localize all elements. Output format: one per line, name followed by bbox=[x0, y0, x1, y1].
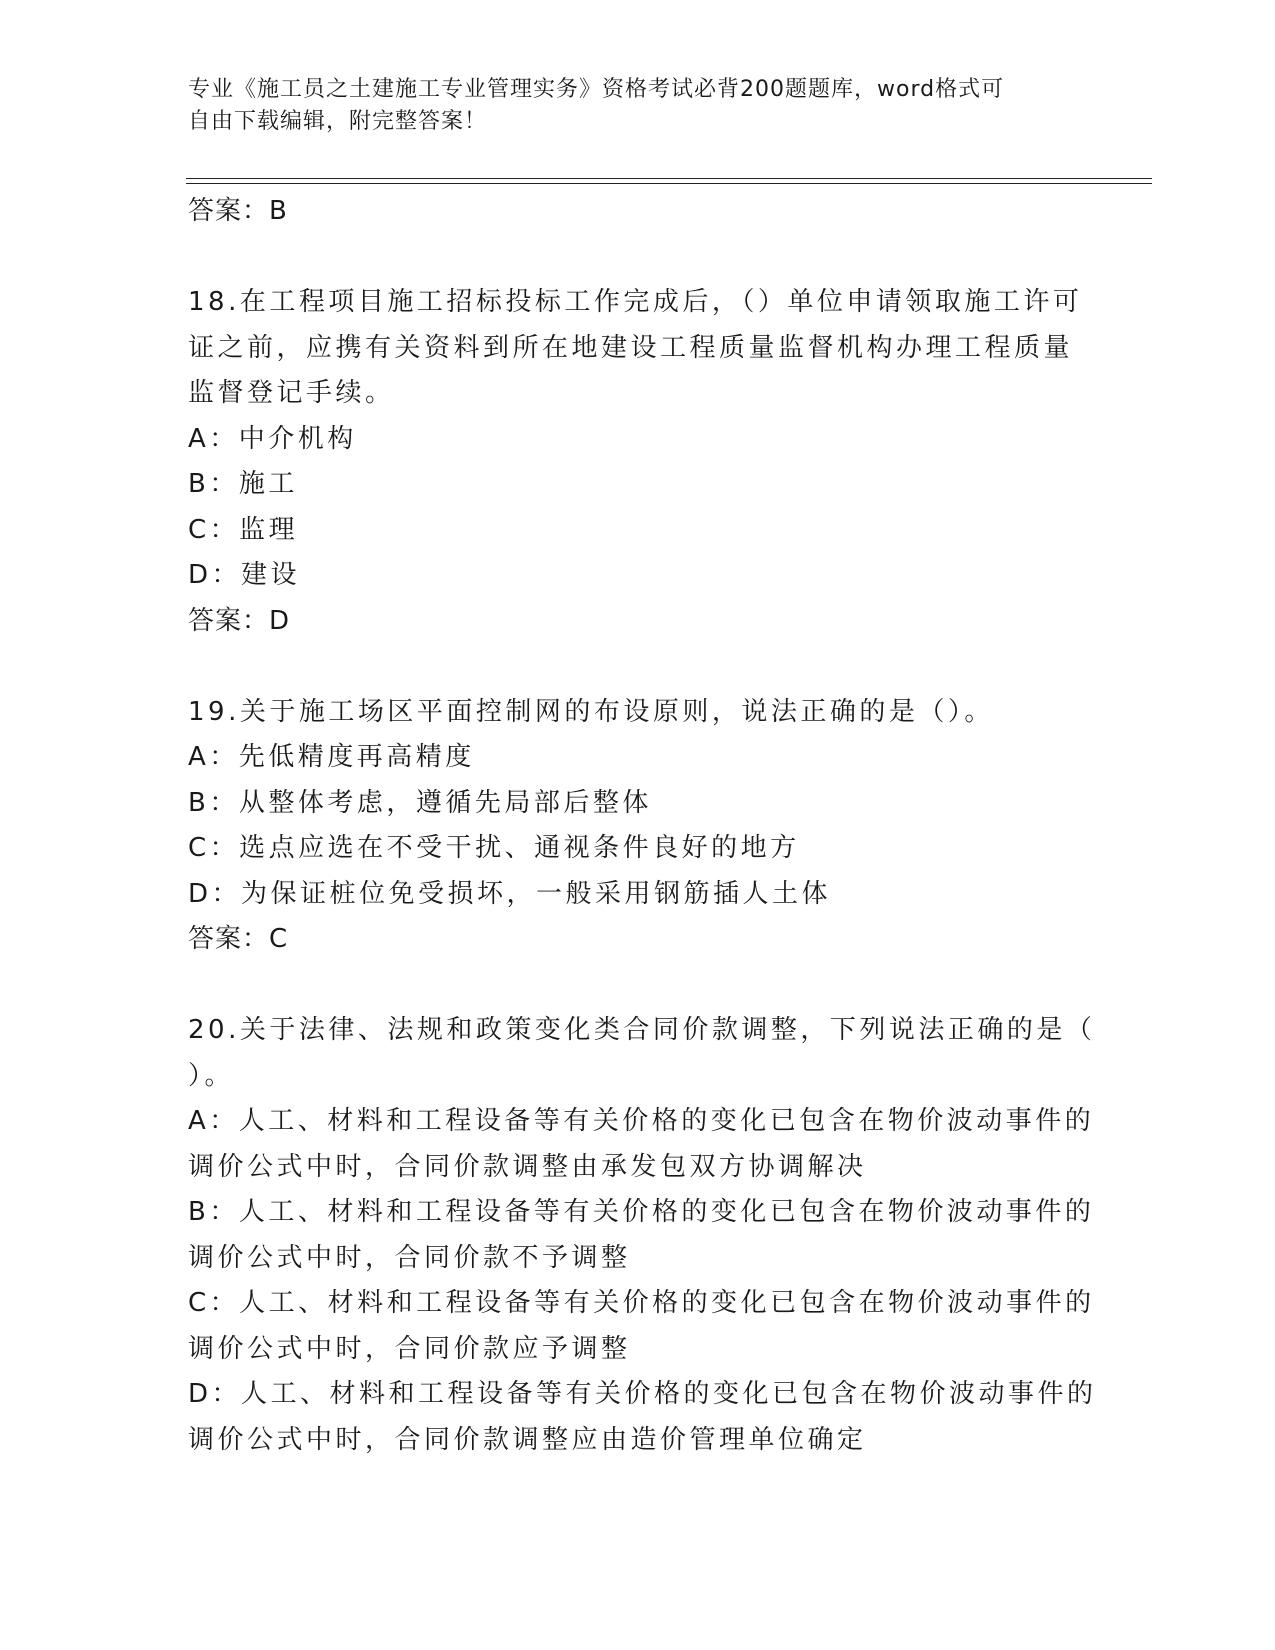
option-c: C：监理 bbox=[188, 514, 299, 545]
question-stem-line: 18.在工程项目施工招标投标工作完成后，（）单位申请领取施工许可 bbox=[188, 287, 1083, 317]
option-b: B：人工、材料和工程设备等有关价格的变化已包含在物价波动事件的 bbox=[188, 1197, 1095, 1227]
option-c: C：选点应选在不受干扰、通视条件良好的地方 bbox=[188, 833, 800, 863]
option-d: D：建设 bbox=[188, 560, 301, 590]
option-a: A：人工、材料和工程设备等有关价格的变化已包含在物价波动事件的 bbox=[188, 1106, 1095, 1136]
question-stem-line: 19.关于施工场区平面控制网的布设原则，说法正确的是（）。 bbox=[188, 696, 994, 727]
question-20 bbox=[188, 1008, 1097, 1463]
header-line-1: 专业《施工员之土建施工专业管理实务》资格考试必背200题题库，word格式可 bbox=[188, 77, 1005, 102]
question-19 bbox=[188, 690, 1088, 963]
option-c: C：人工、材料和工程设备等有关价格的变化已包含在物价波动事件的 bbox=[188, 1288, 1095, 1318]
spacer bbox=[188, 644, 1088, 690]
header-line-2: 自由下载编辑，附完整答案！ bbox=[188, 109, 488, 134]
question-stem-line: 证之前，应携有关资料到所在地建设工程质量监督机构办理工程质量 bbox=[188, 332, 1074, 363]
spacer bbox=[188, 963, 1088, 1009]
option-d: D：人工、材料和工程设备等有关价格的变化已包含在物价波动事件的 bbox=[188, 1379, 1097, 1409]
header-rule-bottom bbox=[186, 183, 1152, 184]
answer-line: 答案：B bbox=[188, 196, 288, 226]
option-a-continuation: 调价公式中时，合同价款调整由承发包双方协调解决 bbox=[188, 1151, 867, 1182]
spacer bbox=[188, 235, 1088, 281]
answer-line: 答案：C bbox=[188, 924, 289, 954]
document-header bbox=[188, 74, 1068, 138]
answer-line: 答案：D bbox=[188, 605, 291, 636]
question-stem-line: ）。 bbox=[188, 1060, 235, 1091]
option-d-continuation: 调价公式中时，合同价款调整应由造价管理单位确定 bbox=[188, 1424, 867, 1455]
option-a: A：先低精度再高精度 bbox=[188, 742, 475, 772]
option-d: D：为保证桩位免受损坏，一般采用钢筋插人土体 bbox=[188, 878, 832, 909]
option-b: B：施工 bbox=[188, 469, 298, 499]
document-body bbox=[188, 189, 1097, 1463]
option-b: B：从整体考虑，遵循先局部后整体 bbox=[188, 787, 652, 818]
option-c-continuation: 调价公式中时，合同价款应予调整 bbox=[188, 1333, 631, 1364]
option-a: A：中介机构 bbox=[188, 423, 357, 454]
option-b-continuation: 调价公式中时，合同价款不予调整 bbox=[188, 1242, 631, 1273]
question-stem-line: 20.关于法律、法规和政策变化类合同价款调整，下列说法正确的是（ bbox=[188, 1015, 1096, 1045]
question-18 bbox=[188, 280, 1088, 644]
question-stem-line: 监督登记手续。 bbox=[188, 378, 395, 408]
header-rule-top bbox=[186, 178, 1152, 179]
